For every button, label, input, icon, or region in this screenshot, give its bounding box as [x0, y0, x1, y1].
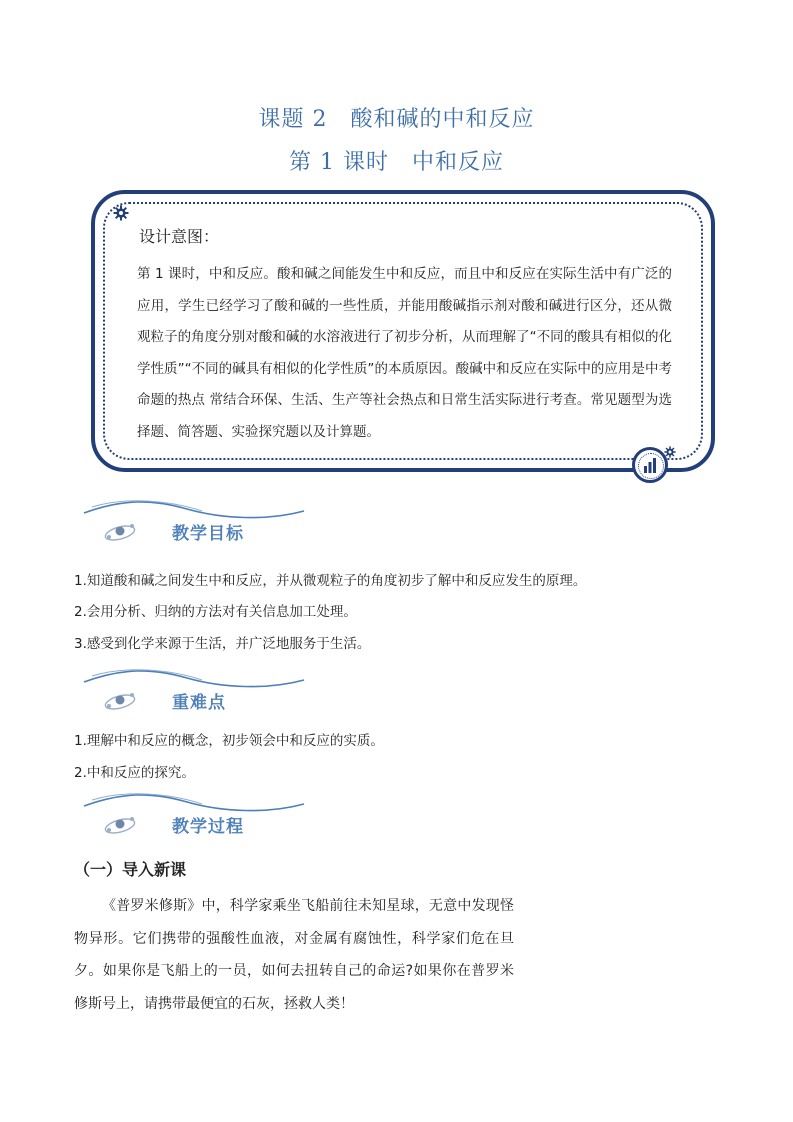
lesson-title: 课题 2 酸和碱的中和反应: [258, 107, 535, 132]
intro-story-paragraph: 《普罗米修斯》中，科学家乘坐飞船前往未知星球，无意中发现怪物异形。它们携带的强酸性血液，对金属有腐蚀性，科学家们危在旦夕。如果你是飞船上的一员，如何去扭转自己的命运?如果你在普罗米修斯号上，请携带最便宜的石灰，拯救人类！: [74, 898, 514, 1012]
section-banner-goals: [82, 497, 307, 557]
key-point-item: 1.理解中和反应的概念，初步领会中和反应的实质。: [74, 733, 384, 749]
bar-chart-badge: [632, 447, 668, 483]
section-title-key-points: 重难点: [172, 693, 226, 713]
section-banner-key-points: [82, 666, 307, 726]
section-title-process: 教学过程: [172, 817, 244, 837]
bar-chart-icon: [635, 450, 665, 480]
goal-item: 2.会用分析、归纳的方法对有关信息加工处理。: [74, 604, 357, 620]
goal-item: 3.感受到化学来源于生活，并广泛地服务于生活。: [74, 636, 371, 652]
goal-item: 1.知道酸和碱之间发生中和反应，并从微观粒子的角度初步了解中和反应发生的原理。: [74, 573, 587, 589]
period-title: 第 1 课时 中和反应: [289, 150, 504, 175]
design-intent-heading: 设计意图：: [139, 227, 220, 246]
subsection-title-intro: （一）导入新课: [74, 860, 187, 879]
section-title-goals: 教学目标: [172, 524, 244, 544]
gear-icon: [113, 205, 129, 225]
design-intent-text: 第 1 课时，中和反应。酸和碱之间能发生中和反应，而且中和反应在实际生活中有广泛的应用，学生已经学习了酸和碱的一些性质，并能用酸碱指示剂对酸和碱进行区分，还从微观粒子的角度分别对酸和碱的水溶液进行了初步分析，从而理解了“不同的酸具有相似的化学性质”“不同的碱具有相似的化学性质”的本质原因。酸碱中和反应在实际中的应用是中考命题的热点 常结合环保、生活、生产等社会热点和日常生活实际进行考查。常见题型为选择题、简答题、实验探究题以及计算题。: [137, 266, 672, 440]
section-banner-process: [82, 790, 307, 850]
key-point-item: 2.中和反应的探究。: [74, 765, 195, 781]
